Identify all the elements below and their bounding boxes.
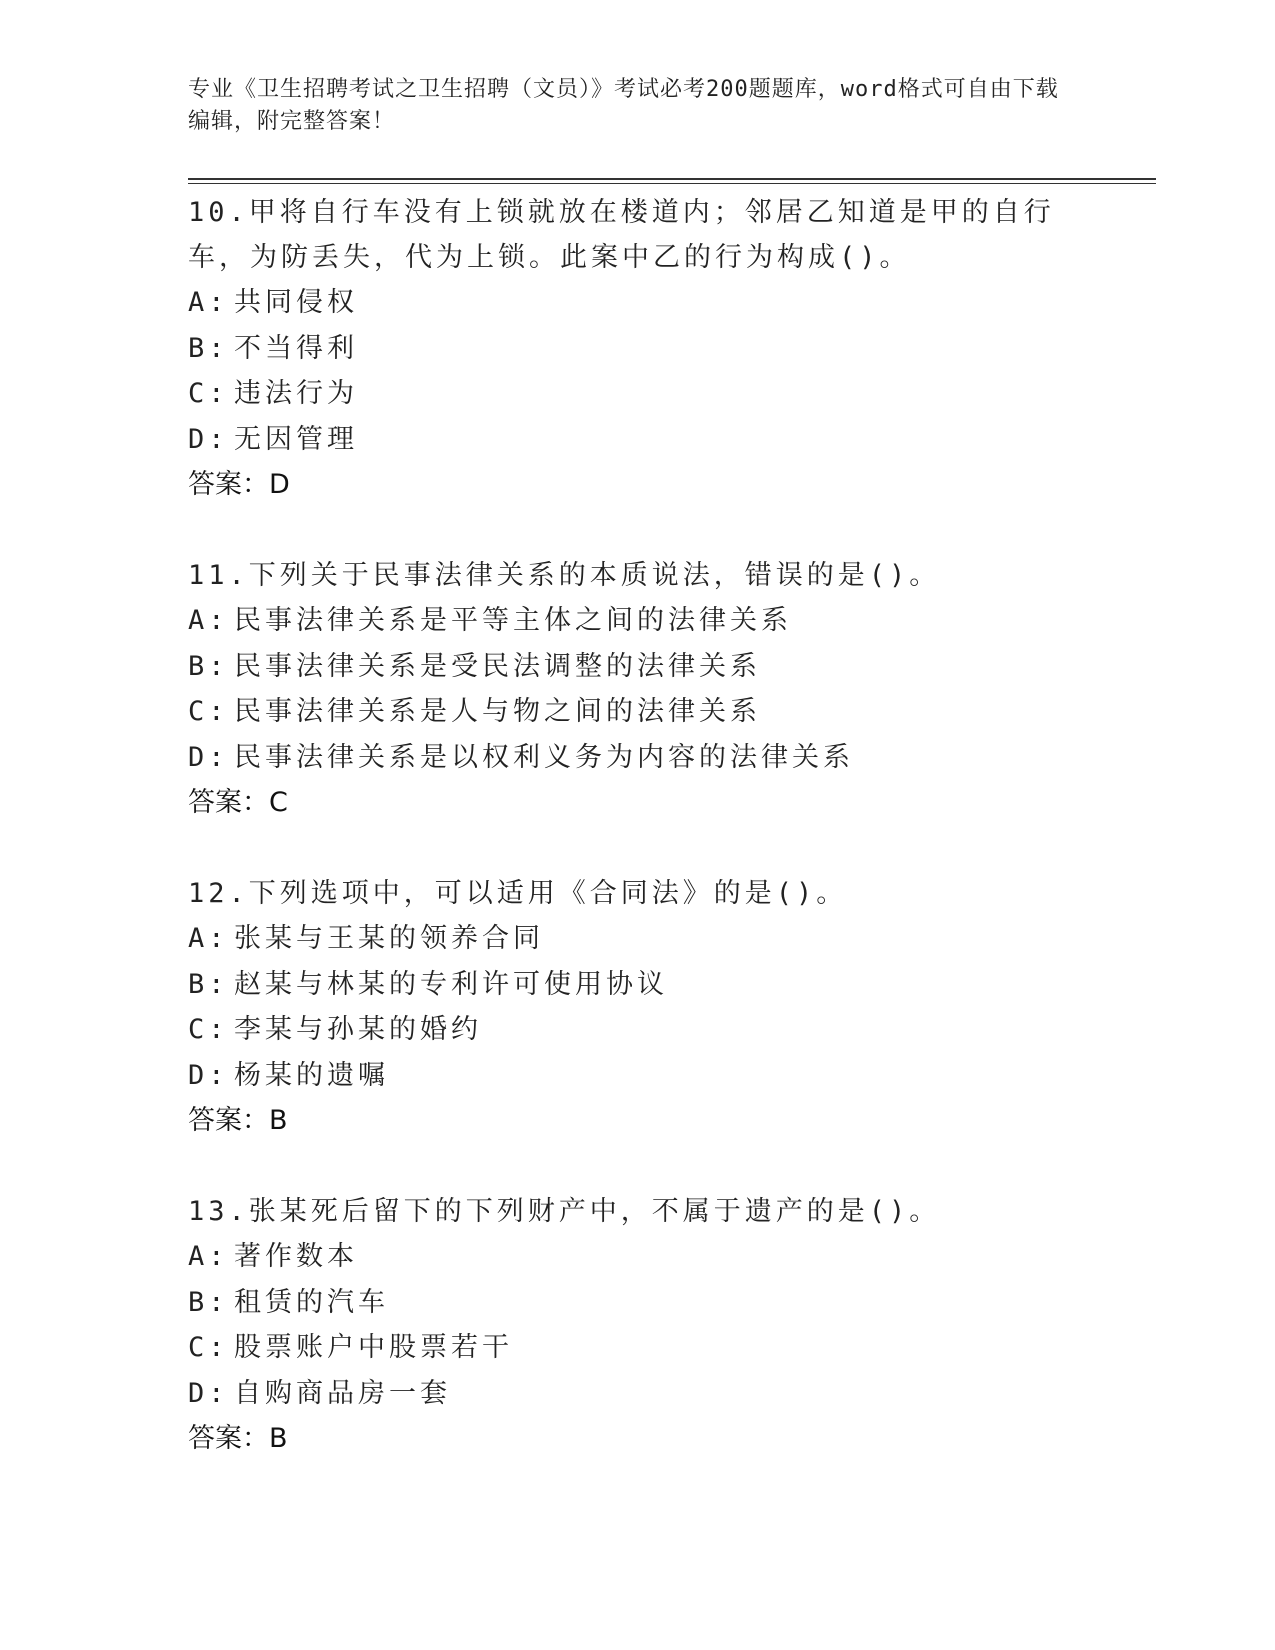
option-key: C: bbox=[188, 1332, 229, 1363]
question-item bbox=[188, 1189, 1088, 1461]
question-item bbox=[188, 190, 1088, 507]
option-text: 违法行为 bbox=[234, 378, 358, 409]
answer-line: 答案：B bbox=[188, 1105, 288, 1136]
question-stem: 13.张某死后留下的下列财产中，不属于遗产的是()。 bbox=[188, 1196, 941, 1227]
option-key: C: bbox=[188, 1014, 229, 1045]
option-d bbox=[188, 1371, 1088, 1417]
option-key: B: bbox=[188, 650, 229, 682]
header-divider bbox=[188, 178, 1156, 180]
option-key: C: bbox=[188, 696, 229, 727]
option-c bbox=[188, 1007, 1088, 1053]
option-text: 不当得利 bbox=[234, 332, 358, 364]
option-b bbox=[188, 1280, 1088, 1326]
option-text: 民事法律关系是受民法调整的法律关系 bbox=[234, 650, 761, 682]
option-a bbox=[188, 1234, 1088, 1280]
option-text: 民事法律关系是平等主体之间的法律关系 bbox=[234, 605, 792, 636]
option-key: D: bbox=[188, 1059, 229, 1091]
answer-line: 答案：D bbox=[188, 469, 290, 500]
option-text: 自购商品房一套 bbox=[234, 1377, 451, 1409]
option-text: 无因管理 bbox=[234, 423, 358, 455]
option-key: D: bbox=[188, 741, 229, 773]
option-d bbox=[188, 417, 1088, 463]
option-a bbox=[188, 598, 1088, 644]
option-key: A: bbox=[188, 1241, 229, 1272]
question-stem: 11.下列关于民事法律关系的本质说法，错误的是()。 bbox=[188, 560, 941, 591]
option-text: 租赁的汽车 bbox=[234, 1286, 389, 1318]
option-key: B: bbox=[188, 1286, 229, 1318]
question-list bbox=[188, 190, 1088, 1507]
option-key: A: bbox=[188, 287, 229, 318]
option-c bbox=[188, 689, 1088, 735]
option-b bbox=[188, 962, 1088, 1008]
option-key: A: bbox=[188, 923, 229, 954]
answer-line: 答案：C bbox=[188, 787, 288, 818]
header-divider-thin bbox=[188, 183, 1156, 184]
option-key: B: bbox=[188, 332, 229, 364]
option-d bbox=[188, 1053, 1088, 1099]
option-c bbox=[188, 371, 1088, 417]
question-stem: 10.甲将自行车没有上锁就放在楼道内；邻居乙知道是甲的自行车，为防丢失，代为上锁。此案中乙的行为构成()。 bbox=[188, 197, 1055, 273]
option-c bbox=[188, 1325, 1088, 1371]
option-a bbox=[188, 916, 1088, 962]
option-a bbox=[188, 280, 1088, 326]
option-text: 李某与孙某的婚约 bbox=[234, 1014, 482, 1045]
option-b bbox=[188, 644, 1088, 690]
option-key: D: bbox=[188, 423, 229, 455]
option-key: D: bbox=[188, 1377, 229, 1409]
question-item bbox=[188, 553, 1088, 825]
option-text: 民事法律关系是人与物之间的法律关系 bbox=[234, 696, 761, 727]
option-text: 赵某与林某的专利许可使用协议 bbox=[234, 968, 668, 1000]
option-text: 杨某的遗嘱 bbox=[234, 1059, 389, 1091]
option-key: A: bbox=[188, 605, 229, 636]
option-text: 股票账户中股票若干 bbox=[234, 1332, 513, 1363]
option-d bbox=[188, 735, 1088, 781]
option-text: 共同侵权 bbox=[234, 287, 358, 318]
option-text: 著作数本 bbox=[234, 1241, 358, 1272]
question-item bbox=[188, 871, 1088, 1143]
option-text: 张某与王某的领养合同 bbox=[234, 923, 544, 954]
question-stem: 12.下列选项中，可以适用《合同法》的是()。 bbox=[188, 878, 848, 909]
option-b bbox=[188, 326, 1088, 372]
option-text: 民事法律关系是以权利义务为内容的法律关系 bbox=[234, 741, 854, 773]
answer-line: 答案：B bbox=[188, 1423, 288, 1454]
document-header: 专业《卫生招聘考试之卫生招聘（文员）》考试必考200题题库，word格式可自由下载编辑，附完整答案！ bbox=[188, 77, 1059, 134]
option-key: B: bbox=[188, 968, 229, 1000]
option-key: C: bbox=[188, 378, 229, 409]
